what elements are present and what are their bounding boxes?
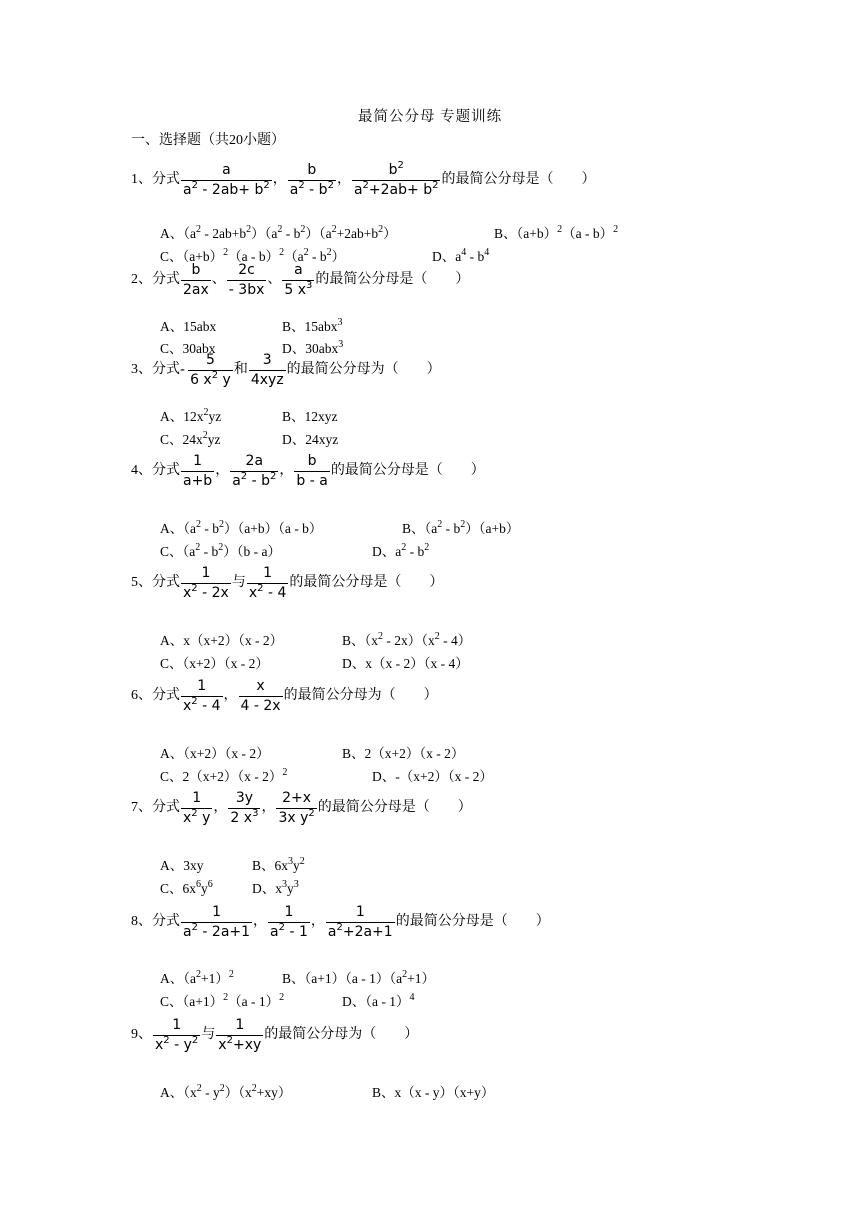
- fraction: [181, 905, 252, 939]
- fraction-denominator: $x^2 - 2x$: [183, 582, 229, 601]
- fraction-numerator: $b^2$: [388, 159, 404, 178]
- answer-option: D、24xyz: [282, 432, 339, 447]
- fraction-numerator: 3: [262, 351, 272, 368]
- question-stem: [131, 558, 443, 608]
- answer-option: C、$(a+b)^2(a - b)^2(a^2 - b^2)$: [160, 247, 346, 264]
- answer-option: A、3xy: [160, 858, 204, 873]
- fraction-denominator: b - a: [296, 472, 328, 489]
- separator: 、: [267, 272, 282, 287]
- answer-option: C、2（x+2）（x - 2）$^2$: [160, 767, 288, 784]
- separator: ，: [261, 800, 276, 815]
- fraction-numerator: 1: [192, 789, 202, 806]
- fraction: [230, 454, 278, 488]
- question-tail: 的最简公分母是（ ）: [395, 914, 550, 929]
- answer-option: B、x（x - y）（x+y）: [372, 1085, 495, 1100]
- fraction-denominator: 6 $x^2$ y: [190, 369, 231, 388]
- answer-option: C、$(a^2 - b^2)(b - a)$: [160, 542, 281, 559]
- fraction-denominator: $a^2+2a+1$: [327, 921, 393, 940]
- fraction: [247, 566, 289, 600]
- question-stem: [131, 1010, 418, 1060]
- fraction: [188, 353, 233, 387]
- fraction-denominator: $x^2 - 4$: [248, 582, 287, 601]
- answer-option: B、$6x^3y^2$: [252, 856, 305, 873]
- question-stem: [131, 897, 550, 947]
- separator: 、: [211, 272, 226, 287]
- fraction-numerator: 2c: [238, 261, 255, 278]
- fraction-numerator: b: [307, 452, 317, 469]
- fraction: [276, 791, 316, 825]
- question-lead: 分式: [152, 575, 180, 590]
- answer-option: C、（x+2）（x - 2）: [160, 656, 269, 671]
- fraction-numerator: a: [222, 161, 231, 178]
- fraction-numerator: b: [307, 161, 317, 178]
- fraction-denominator: $x^2 - 4$: [183, 695, 221, 714]
- answer-option: A、$(a^2 - 2ab+b^2)(a^2 - b^2)(a^2+2ab+b^2)$: [160, 224, 397, 241]
- separator: ，: [279, 463, 294, 478]
- fraction-denominator: $x^2 - y^2$: [155, 1034, 199, 1053]
- question-tail: 的最简公分母为（ ）: [264, 1027, 419, 1042]
- answer-option: D、30abx$^3$: [282, 339, 344, 356]
- question-tail: 的最简公分母是（ ）: [289, 575, 444, 590]
- question-tail: 的最简公分母是（ ）: [441, 172, 596, 187]
- fraction: [181, 163, 272, 197]
- section-heading: 一、选择题（共20小题）: [131, 133, 285, 148]
- answer-option: A、$12x^2yz$: [160, 407, 222, 424]
- answer-option: C、$(a+1)^2(a - 1)^2$: [160, 992, 285, 1009]
- question-lead: 分式: [152, 688, 180, 703]
- fraction: [294, 454, 329, 488]
- fraction-denominator: $x^2$ y: [183, 807, 211, 826]
- answer-option: D、-（x+2）（x - 2）: [372, 769, 493, 784]
- fraction: [181, 263, 211, 297]
- fraction-numerator: b: [191, 261, 201, 278]
- answer-option: A、（x+2）（x - 2）: [160, 746, 270, 761]
- question-number: 6、: [131, 688, 152, 703]
- answer-option: D、（a - 1）$^4$: [342, 992, 415, 1009]
- answer-option: C、30abx: [160, 341, 216, 356]
- question-number: 7、: [131, 800, 152, 815]
- fraction-numerator: 1: [235, 1016, 245, 1033]
- fraction-numerator: 2a: [245, 452, 264, 469]
- fraction: [216, 1018, 263, 1052]
- fraction-denominator: 2ax: [183, 281, 209, 298]
- fraction: [181, 679, 223, 713]
- fraction-numerator: 1: [284, 903, 294, 920]
- fraction-numerator: 3y: [235, 789, 254, 806]
- separator: ，: [253, 914, 268, 929]
- answer-option: B、12xyz: [282, 409, 338, 424]
- separator: ，: [336, 172, 351, 187]
- fraction: [288, 163, 336, 197]
- answer-option: B、2（x+2）（x - 2）: [342, 746, 465, 761]
- fraction-numerator: a: [294, 261, 303, 278]
- question-stem: [131, 345, 441, 395]
- fraction: [239, 679, 283, 713]
- fraction-numerator: 1: [201, 564, 211, 581]
- fraction-denominator: 3x $y^2$: [278, 807, 315, 826]
- fraction-numerator: x: [256, 677, 265, 694]
- page-title: 最简公分母 专题训练: [358, 109, 503, 125]
- fraction: [181, 566, 231, 600]
- answer-option: A、15abx: [160, 319, 217, 334]
- answer-option: A、$(a^2+1)^2$: [160, 969, 234, 986]
- minus-sign: -: [180, 362, 186, 378]
- question-lead: 分式: [152, 362, 180, 377]
- separator: 与: [231, 575, 246, 590]
- fraction-numerator: 2+x: [282, 789, 312, 806]
- fraction-denominator: 4xyz: [250, 371, 284, 388]
- question-stem: [131, 155, 595, 205]
- question-stem: [131, 446, 485, 496]
- question-stem: [131, 255, 469, 305]
- answer-option: B、$(a+b)^2(a - b)^2$: [494, 224, 619, 241]
- question-number: 8、: [131, 914, 152, 929]
- fraction-numerator: 1: [172, 1016, 182, 1033]
- fraction: [153, 1018, 200, 1052]
- question-number: 9、: [131, 1027, 152, 1042]
- question-lead: 分式: [152, 463, 180, 478]
- answer-option: B、$(x^2 - 2x)(x^2 - 4)$: [342, 631, 472, 648]
- question-lead: 分式: [152, 272, 180, 287]
- separator: ，: [213, 800, 228, 815]
- fraction: [227, 263, 267, 297]
- answer-option: D、$a^2 - b^2$: [372, 542, 430, 559]
- answer-option: A、$(x^2 - y^2)(x^2+xy)$: [160, 1083, 292, 1100]
- fraction: [326, 905, 395, 939]
- fraction: [268, 905, 310, 939]
- answer-option: B、15abx$^3$: [282, 317, 343, 334]
- fraction-denominator: 5 $x^3$: [284, 279, 313, 298]
- fraction-numerator: 1: [263, 564, 273, 581]
- separator: 与: [201, 1027, 216, 1042]
- fraction: [181, 454, 214, 488]
- question-tail: 的最简公分母是（ ）: [315, 272, 470, 287]
- question-tail: 的最简公分母为（ ）: [286, 362, 441, 377]
- fraction-denominator: $a^2 - b^2$: [232, 470, 277, 489]
- answer-option: C、$6x^6y^6$: [160, 879, 213, 896]
- fraction-denominator: 4 - 2x: [240, 697, 281, 714]
- question-tail: 的最简公分母是（ ）: [317, 800, 472, 815]
- fraction: [181, 791, 212, 825]
- fraction-denominator: $a^2 - 2a+1$: [183, 921, 251, 940]
- fraction-numerator: 1: [212, 903, 221, 920]
- separator: ，: [223, 688, 238, 703]
- question-lead: 分式: [152, 172, 180, 187]
- fraction-denominator: - 3bx: [228, 281, 265, 298]
- separator: ，: [215, 463, 230, 478]
- fraction-denominator: a+b: [183, 472, 213, 489]
- fraction-denominator: $a^2 - b^2$: [289, 179, 334, 198]
- answer-option: D、$x^3y^3$: [252, 879, 299, 896]
- question-number: 2、: [131, 272, 152, 287]
- question-tail: 的最简公分母是（ ）: [330, 463, 485, 478]
- answer-option: A、$(a^2 - b^2)(a+b)(a - b)$: [160, 519, 323, 536]
- fraction: [352, 159, 441, 198]
- question-stem: [131, 671, 438, 721]
- separator: ，: [310, 914, 325, 929]
- question-number: 1、: [131, 172, 152, 187]
- fraction-numerator: 1: [197, 677, 207, 694]
- fraction-denominator: $a^2 - 1$: [270, 921, 308, 940]
- fraction-numerator: 1: [355, 903, 365, 920]
- fraction: [282, 263, 314, 297]
- fraction-denominator: $a^2 - 2ab+ b^2$: [183, 179, 270, 198]
- question-tail: 的最简公分母为（ ）: [283, 688, 438, 703]
- answer-option: D、$a^4 - b^4$: [432, 247, 490, 264]
- question-stem: [131, 783, 472, 833]
- answer-option: B、$(a+1)(a - 1)(a^2+1)$: [282, 969, 435, 986]
- fraction-numerator: 1: [193, 452, 203, 469]
- question-number: 4、: [131, 463, 152, 478]
- question-number: 3、: [131, 362, 152, 377]
- fraction-denominator: $a^2+2ab+ b^2$: [353, 179, 439, 198]
- fraction-numerator: 5: [205, 351, 215, 368]
- question-number: 5、: [131, 575, 152, 590]
- fraction: [249, 353, 286, 387]
- answer-option: C、$24x^2yz$: [160, 430, 221, 447]
- question-lead: 分式: [152, 800, 180, 815]
- question-lead: 分式: [152, 914, 180, 929]
- answer-option: B、$(a^2 - b^2)(a+b)$: [402, 519, 520, 536]
- separator: ，: [272, 172, 287, 187]
- fraction-denominator: $x^2+xy$: [218, 1034, 262, 1053]
- fraction: [228, 791, 260, 825]
- fraction-denominator: 2 $x^3$: [230, 807, 259, 826]
- answer-option: D、x（x - 2）（x - 4）: [342, 656, 469, 671]
- separator: 和: [233, 362, 248, 377]
- answer-option: A、x（x+2）（x - 2）: [160, 633, 284, 648]
